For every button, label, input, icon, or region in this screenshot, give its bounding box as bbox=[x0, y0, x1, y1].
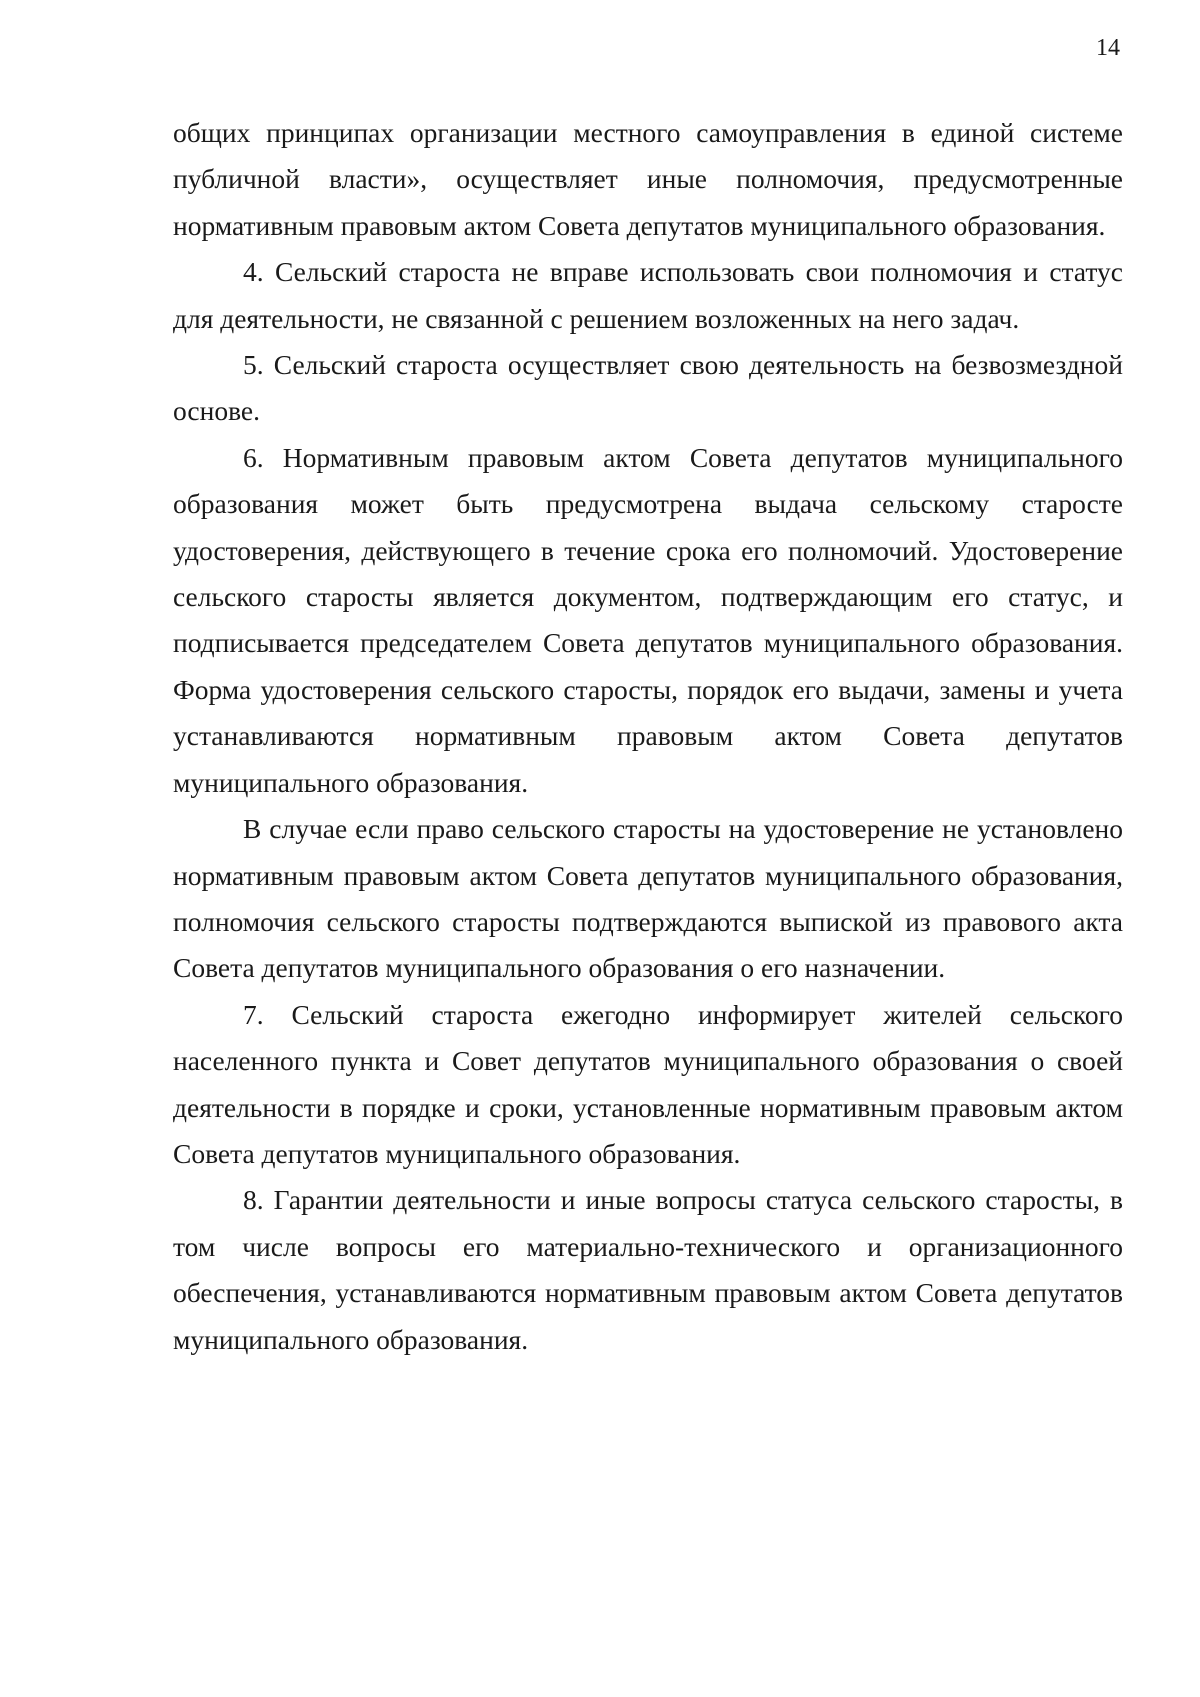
paragraph-item-7: 7. Сельский староста ежегодно информирует жителей сельского населенного пункта и Совет депутатов муниципального образования о своей деятельности в порядке и сроки, установленные нормативным правовым актом Совета депутатов муниципального образования. bbox=[173, 998, 1123, 1169]
page-number: 14 bbox=[1096, 35, 1120, 61]
paragraph-item-4: 4. Сельский староста не вправе использовать свои полномочия и статус для деятельности, не связанной с решением возложенных на него задач. bbox=[173, 256, 1123, 334]
paragraph-item-6: 6. Нормативным правовым актом Совета депутатов муниципального образования может быть предусмотрена выдача сельскому старосте удостоверения, действующего в течение срока его полномочий. Удостоверение сельского старосты является документом, подтверждающим его статус, и подписывается председателем Совета депутатов муниципального образования. Форма удостоверения сельского старосты, порядок его выдачи, замены и учета устанавливаются нормативным правовым актом Совета депутатов муниципального образования. bbox=[173, 441, 1123, 798]
paragraph-item-8: 8. Гарантии деятельности и иные вопросы статуса сельского старосты, в том числе вопросы его материально-технического и организационного обеспечения, устанавливаются нормативным правовым актом Совета депутатов муниципального образования. bbox=[173, 1184, 1123, 1355]
paragraph-item-6-case: В случае если право сельского старосты на удостоверение не установлено нормативным правовым актом Совета депутатов муниципального образования, полномочия сельского старосты подтверждаются выпиской из правового акта Совета депутатов муниципального образования о его назначении. bbox=[173, 813, 1123, 984]
paragraph-continuation: общих принципах организации местного самоуправления в единой системе публичной власти», осуществляет иные полномочия, предусмотренные нормативным правовым актом Совета депутатов муниципального образования. bbox=[173, 117, 1123, 241]
document-body bbox=[173, 110, 1123, 1363]
paragraph-item-5: 5. Сельский староста осуществляет свою деятельность на безвозмездной основе. bbox=[173, 349, 1123, 427]
